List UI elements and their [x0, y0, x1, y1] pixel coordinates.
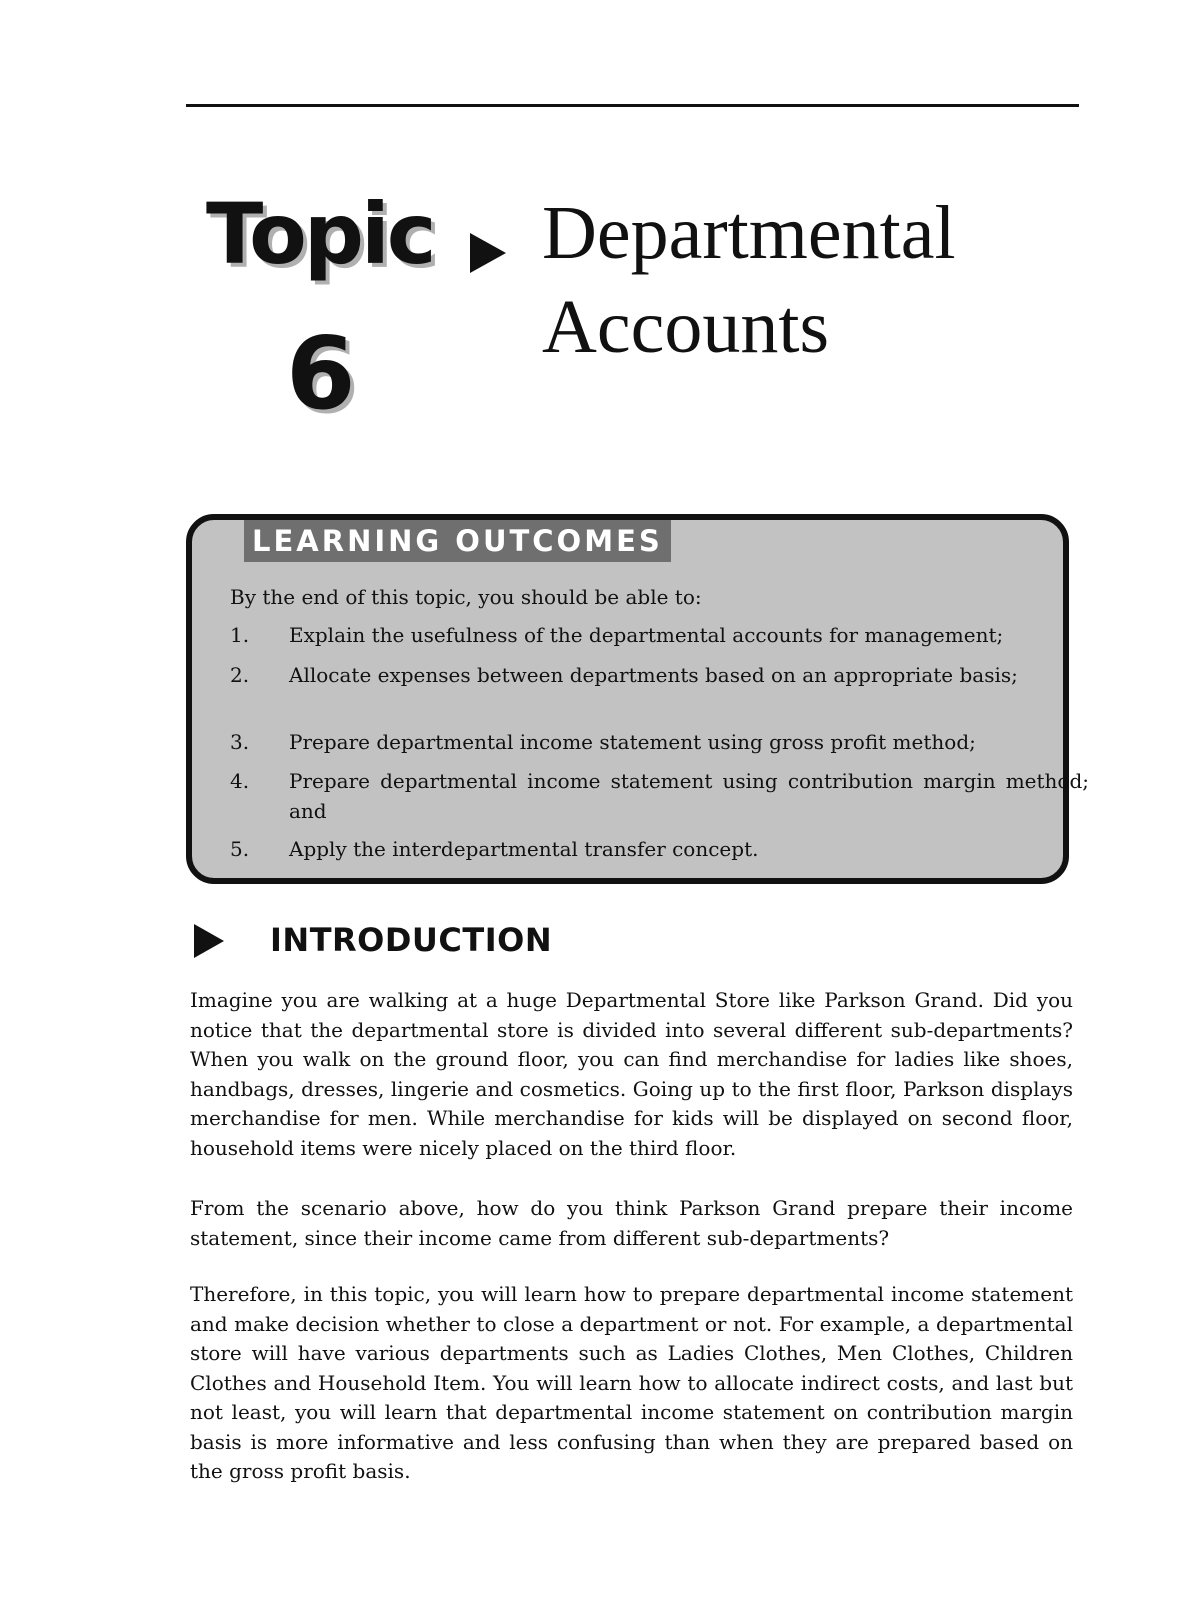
topic-number: 6: [286, 315, 356, 432]
learning-outcomes-heading: LEARNING OUTCOMES: [244, 520, 671, 562]
outcome-text: Apply the interdepartmental transfer concept.: [289, 837, 759, 861]
outcome-number: 4.: [230, 769, 250, 793]
outcome-text: Allocate expenses between departments based on an appropriate basis;: [289, 663, 1018, 687]
outcome-text: Prepare departmental income statement using contribution margin method; and: [289, 769, 1089, 823]
intro-paragraph-2: From the scenario above, how do you think Parkson Grand prepare their income statement, since their income came from different sub-departments?: [190, 1196, 1073, 1250]
chapter-title-line-1: Departmental: [542, 191, 956, 275]
topic-label: Topic: [206, 185, 434, 283]
intro-paragraph-1: Imagine you are walking at a huge Departmental Store like Parkson Grand. Did you notice that the departmental store is divided into several different sub-departments? When you walk on the ground floor, you can find merchandise for ladies like shoes, handbags, dresses, lingerie and cosmetics. Going up to the first floor, Parkson displays merchandise for men. While merchandise for kids will be displayed on second floor, household items were nicely placed on the third floor.: [190, 988, 1073, 1160]
top-rule: [186, 104, 1079, 107]
chapter-title: [542, 186, 1062, 374]
chapter-title-line-2: Accounts: [542, 285, 830, 369]
triangle-right-icon: [470, 233, 506, 273]
outcome-number: 5.: [230, 837, 250, 861]
outcome-text: Explain the usefulness of the departmental accounts for management;: [289, 623, 1004, 647]
section-heading-introduction: INTRODUCTION: [270, 921, 553, 959]
learning-outcomes-box: [186, 514, 1069, 884]
outcome-number: 1.: [230, 623, 250, 647]
outcome-text: Prepare departmental income statement using gross profit method;: [289, 730, 976, 754]
learning-outcomes-intro: By the end of this topic, you should be able to:: [230, 585, 702, 609]
outcome-number: 3.: [230, 730, 250, 754]
outcome-number: 2.: [230, 663, 250, 687]
section-triangle-right-icon: [194, 924, 224, 958]
intro-paragraph-3: Therefore, in this topic, you will learn how to prepare departmental income statement and make decision whether to close a department or not. For example, a departmental store will have various departments such as Ladies Clothes, Men Clothes, Children Clothes and Household Item. You will learn how to allocate indirect costs, and last but not least, you will learn that departmental income statement on contribution margin basis is more informative and less confusing than when they are prepared based on the gross profit basis.: [190, 1282, 1073, 1483]
